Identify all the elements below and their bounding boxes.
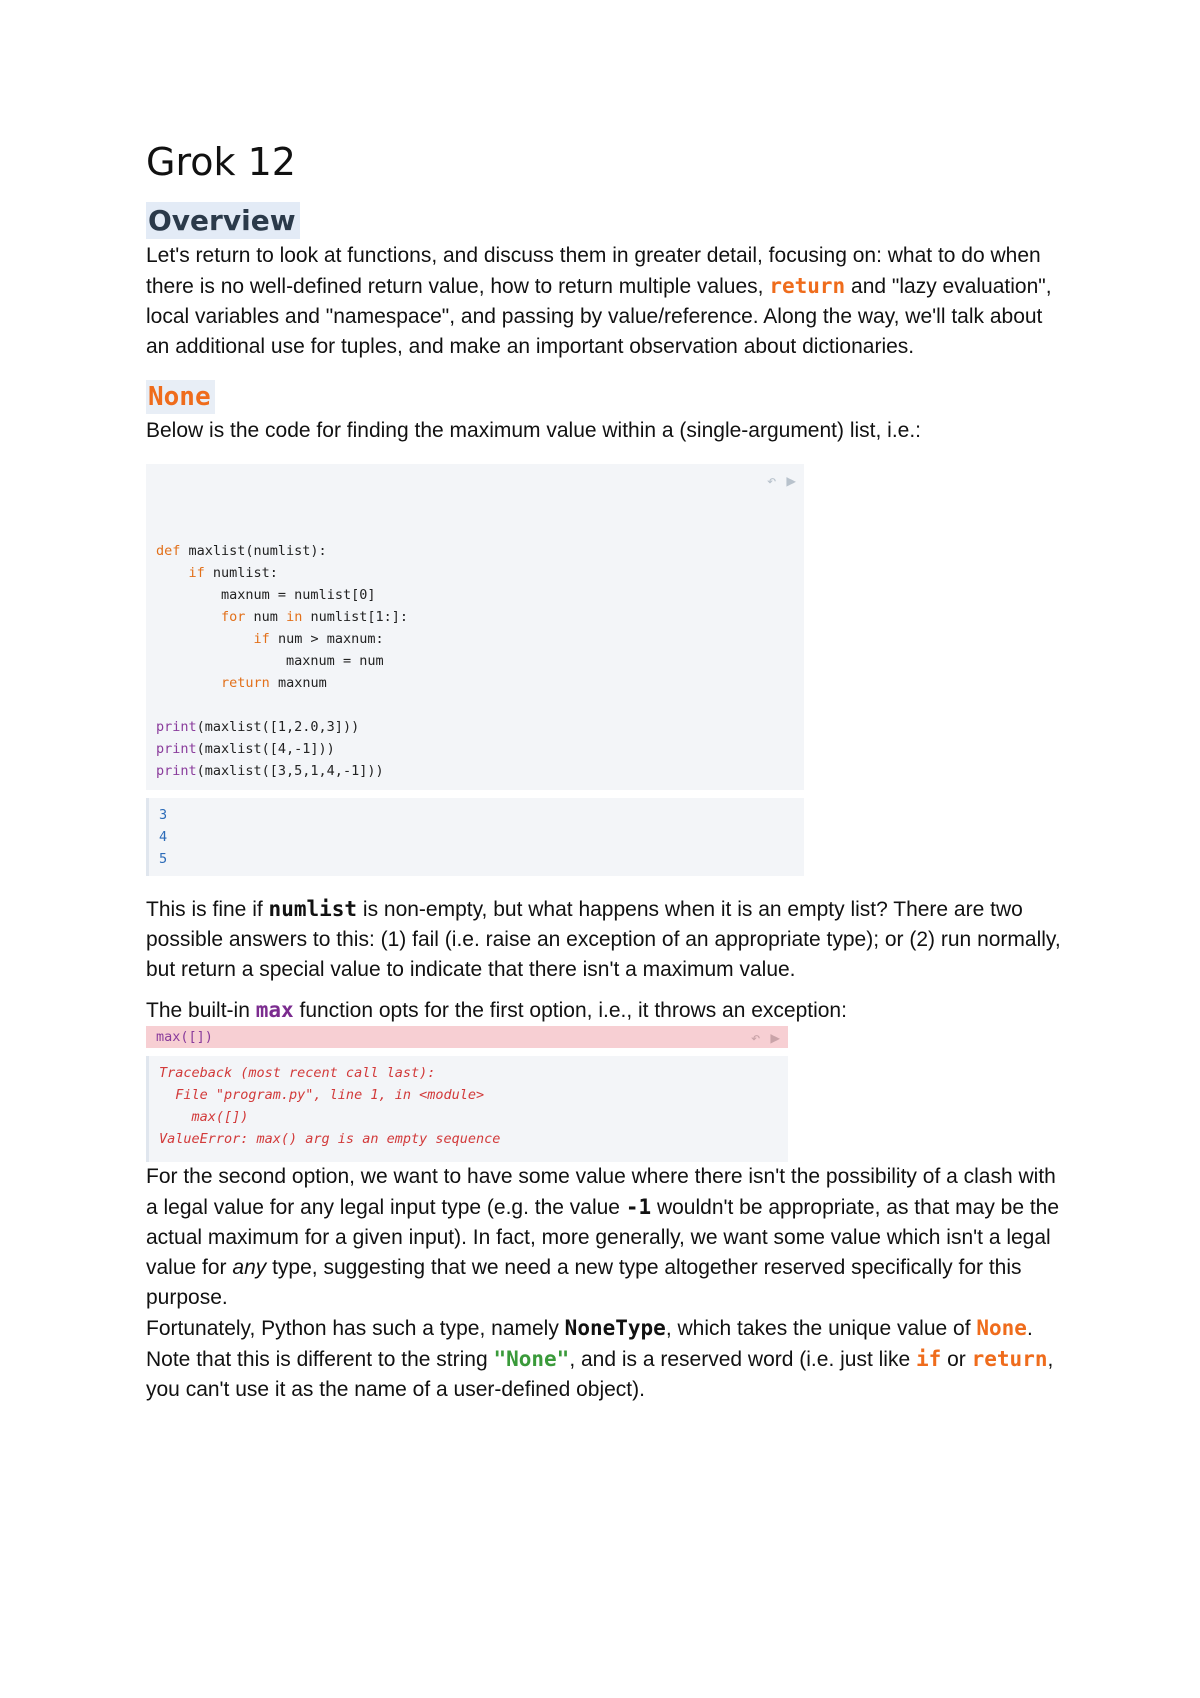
text: and "lazy evaluation", local variables and "namespace", and passing by value/reference. Along the way, we'll talk about an additional use for tuples, and make an important observation about dictionaries. bbox=[146, 275, 1052, 358]
text: . Note that this is different to the string bbox=[146, 1317, 1033, 1371]
text: Fortunately, Python has such a type, namely bbox=[146, 1317, 565, 1340]
paragraph-nonetype bbox=[146, 1313, 1066, 1405]
inline-code-return: return bbox=[769, 274, 846, 298]
code-builtin: print bbox=[156, 741, 197, 757]
code-editor[interactable] bbox=[146, 464, 804, 790]
text: The built-in bbox=[146, 999, 256, 1022]
code-keyword: def bbox=[156, 543, 181, 559]
code-line: print(maxlist([4,-1])) bbox=[156, 741, 335, 757]
emphasis-any: any bbox=[232, 1256, 267, 1279]
text: , and is a reserved word (i.e. just like bbox=[569, 1348, 916, 1371]
output-line: 3 bbox=[159, 807, 168, 823]
code-line: return maxnum bbox=[221, 675, 327, 691]
code-line: for num in numlist[1:]: bbox=[221, 609, 408, 625]
inline-code-return: return bbox=[971, 1347, 1048, 1371]
code-output bbox=[146, 798, 804, 876]
code-line: maxnum = num bbox=[286, 653, 384, 669]
code-line: maxnum = numlist[0] bbox=[221, 587, 376, 603]
inline-code-max: max bbox=[255, 998, 294, 1022]
output-line: 4 bbox=[159, 829, 168, 845]
text: type, suggesting that we need a new type altogether reserved specifically for this purpose. bbox=[146, 1256, 1022, 1309]
code-line: def maxlist(numlist): bbox=[156, 543, 327, 559]
inline-code-minus-one: -1 bbox=[625, 1195, 652, 1219]
paragraph-nonempty bbox=[146, 894, 1066, 985]
error-code-line[interactable] bbox=[146, 1026, 788, 1048]
traceback-line: ValueError: max() arg is an empty sequence bbox=[159, 1131, 501, 1147]
text: , which takes the unique value of bbox=[665, 1317, 977, 1340]
code-keyword: in bbox=[286, 609, 303, 625]
output-line: 5 bbox=[159, 851, 168, 867]
code-keyword: return bbox=[221, 675, 270, 691]
overview-heading: Overview bbox=[146, 202, 300, 239]
traceback-output bbox=[146, 1056, 788, 1162]
text: function opts for the first option, i.e., it throws an exception: bbox=[293, 999, 847, 1022]
text: or bbox=[941, 1348, 972, 1371]
inline-string-none: "None" bbox=[493, 1347, 570, 1371]
content bbox=[146, 140, 1066, 1405]
code-line: print(maxlist([3,5,1,4,-1])) bbox=[156, 763, 384, 779]
code-keyword: if bbox=[253, 631, 270, 647]
run-icon[interactable]: ▶ bbox=[770, 1028, 780, 1047]
code-line bbox=[156, 694, 804, 716]
none-heading: None bbox=[146, 380, 215, 414]
run-icon[interactable]: ▶ bbox=[786, 471, 796, 490]
text: This is fine if bbox=[146, 898, 269, 921]
code-builtin: print bbox=[156, 763, 197, 779]
code-line: print(maxlist([1,2.0,3])) bbox=[156, 719, 360, 735]
paragraph-builtin-max bbox=[146, 995, 1066, 1026]
code-builtin: print bbox=[156, 719, 197, 735]
text: , you can't use it as the name of a user-defined object). bbox=[146, 1348, 1054, 1401]
inline-code-if: if bbox=[915, 1347, 942, 1371]
paragraph-second-option bbox=[146, 1162, 1066, 1313]
inline-code-none: None bbox=[976, 1316, 1027, 1340]
traceback-line: Traceback (most recent call last): bbox=[159, 1065, 436, 1081]
inline-code-numlist: numlist bbox=[268, 897, 358, 921]
code-line: if numlist: bbox=[188, 565, 278, 581]
text: For the second option, we want to have some value where there isn't the possibility of a clash with a legal value for any legal input type (e.g. the value bbox=[146, 1165, 1056, 1219]
traceback-line: File "program.py", line 1, in <module> bbox=[159, 1087, 485, 1103]
error-code-text: max([]) bbox=[156, 1029, 213, 1045]
none-intro: Below is the code for finding the maximum value within a (single-argument) list, i.e.: bbox=[146, 419, 922, 442]
code-tools bbox=[757, 470, 796, 492]
inline-code-nonetype: NoneType bbox=[564, 1316, 666, 1340]
reset-icon[interactable]: ↶ bbox=[750, 1028, 761, 1047]
overview-paragraph bbox=[146, 241, 1066, 362]
error-code-tools bbox=[741, 1027, 780, 1049]
traceback-line: max([]) bbox=[159, 1109, 249, 1125]
page-title: Grok 12 bbox=[146, 140, 296, 184]
text: is non-empty, but what happens when it is an empty list? There are two possible answers to this: (1) fail (i.e. raise an exception of an appropriate type); or (2) run normally, but return a special value to indicate that there isn't a maximum value. bbox=[146, 898, 1061, 981]
text: Let's return to look at functions, and discuss them in greater detail, focusing on: what to do when there is no well-defined return value, how to return multiple values, bbox=[146, 244, 1041, 298]
code-line: if num > maxnum: bbox=[253, 631, 384, 647]
reset-icon[interactable]: ↶ bbox=[766, 471, 777, 490]
code-keyword: for bbox=[221, 609, 246, 625]
text: wouldn't be appropriate, as that may be the actual maximum for a given input). In fact, more generally, we want some value which isn't a legal value for bbox=[146, 1196, 1060, 1279]
code-keyword: if bbox=[188, 565, 205, 581]
